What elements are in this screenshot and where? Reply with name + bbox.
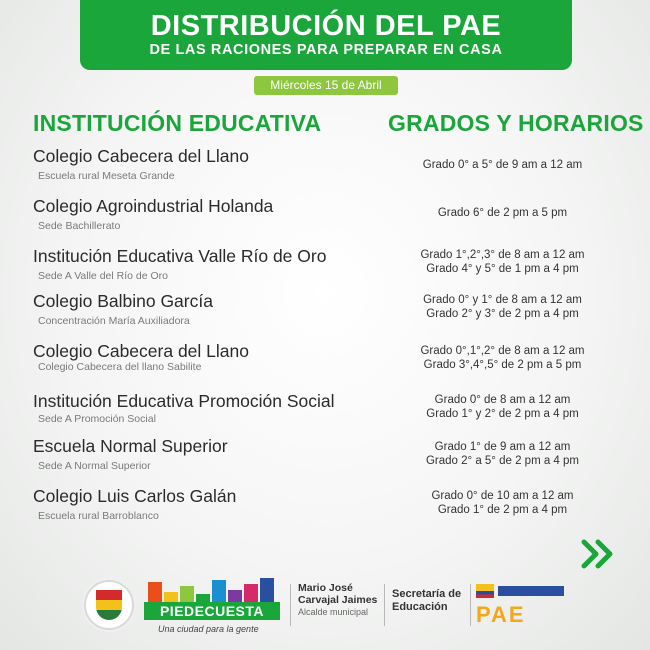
list-item — [0, 291, 650, 337]
list-item — [0, 246, 650, 292]
pae-logo — [474, 584, 566, 628]
schedule-line: Grado 6° de 2 pm a 5 pm — [437, 207, 568, 219]
school-name: Institución Educativa Promoción Social — [33, 391, 335, 411]
school-sede: Colegio Cabecera del llano Sabilite — [38, 361, 202, 373]
list-item — [0, 391, 650, 437]
municipal-crest-icon — [84, 580, 134, 630]
school-name: Colegio Agroindustrial Holanda — [33, 196, 274, 216]
header-banner — [80, 0, 572, 70]
footer-logos — [0, 570, 650, 650]
mayor-role: Alcalde municipal — [298, 607, 369, 617]
schedule-line: Grado 1° de 2 pm a 4 pm — [437, 504, 568, 516]
schedule-line: Grado 0° y 1° de 8 am a 12 am — [423, 294, 582, 306]
schedule-line: Grado 0° de 10 am a 12 am — [431, 490, 574, 502]
page-title: DISTRIBUCIÓN DEL PAE — [150, 10, 502, 42]
list-item — [0, 196, 650, 242]
school-name: Institución Educativa Valle Río de Oro — [33, 246, 327, 266]
schedule-line: Grado 1° y 2° de 2 pm a 4 pm — [426, 408, 579, 420]
logo-word: PIEDECUESTA — [144, 602, 280, 620]
school-name: Colegio Cabecera del Llano — [33, 341, 249, 361]
schedule-line: Grado 1°,2°,3° de 8 am a 12 am — [420, 249, 585, 261]
page-subtitle: DE LAS RACIONES PARA PREPARAR EN CASA — [149, 42, 503, 58]
schedule-line: Grado 3°,4°,5° de 2 pm a 5 pm — [423, 359, 582, 371]
pae-label: PAE — [476, 602, 526, 627]
school-sede: Escuela rural Barroblanco — [38, 510, 159, 522]
list-item — [0, 146, 650, 192]
school-name: Colegio Balbino García — [33, 291, 213, 311]
list-item — [0, 486, 650, 532]
mayor-name: Mario José Carvajal Jaimes — [298, 582, 378, 606]
school-sede: Sede A Valle del Río de Oro — [38, 270, 168, 282]
school-sede: Sede A Normal Superior — [38, 460, 151, 472]
piedecuesta-logo — [144, 576, 284, 636]
schedule-line: Grado 0°,1°,2° de 8 am a 12 am — [420, 345, 585, 357]
double-chevron-right-icon[interactable] — [580, 538, 620, 570]
schedule-line: Grado 0° a 5° de 9 am a 12 am — [422, 159, 583, 171]
schedule-line: Grado 1° de 9 am a 12 am — [434, 441, 571, 453]
school-name: Colegio Cabecera del Llano — [33, 146, 249, 166]
secretaria-label: Secretaría de Educación — [392, 588, 462, 613]
schedule-line: Grado 2° a 5° de 2 pm a 4 pm — [425, 455, 580, 467]
divider — [470, 584, 471, 626]
schedule-line: Grado 4° y 5° de 1 pm a 4 pm — [426, 263, 579, 275]
school-name: Escuela Normal Superior — [33, 436, 228, 456]
divider — [290, 584, 291, 626]
school-sede: Escuela rural Meseta Grande — [38, 170, 175, 182]
school-sede: Concentración María Auxiliadora — [38, 315, 190, 327]
school-sede: Sede A Promoción Social — [38, 413, 156, 425]
schedule-line: Grado 2° y 3° de 2 pm a 4 pm — [426, 308, 579, 320]
list-item — [0, 341, 650, 387]
date-badge: Miércoles 15 de Abril — [254, 76, 398, 95]
schedule-line: Grado 0° de 8 am a 12 am — [434, 394, 571, 406]
logo-slogan: Una ciudad para la gente — [158, 624, 259, 634]
column-header-schedule: GRADOS Y HORARIOS — [388, 110, 644, 136]
column-header-institution: INSTITUCIÓN EDUCATIVA — [33, 110, 322, 136]
school-sede: Sede Bachillerato — [38, 220, 121, 232]
school-name: Colegio Luis Carlos Galán — [33, 486, 237, 506]
list-item — [0, 436, 650, 482]
mayor-credit — [298, 582, 382, 618]
divider — [384, 584, 385, 626]
